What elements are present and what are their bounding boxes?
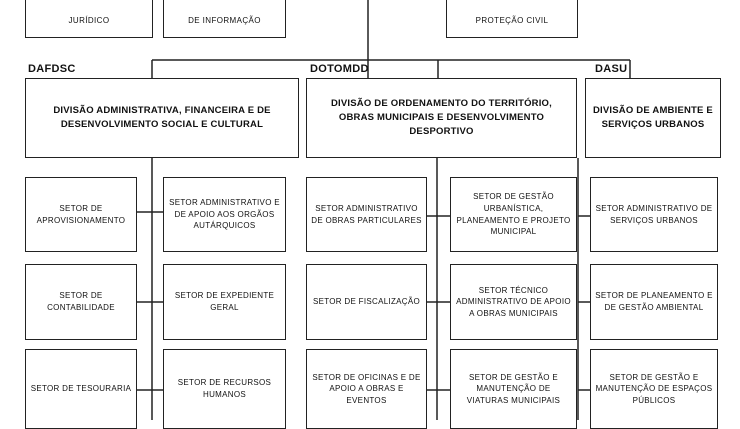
- top-unit-informacao: DE INFORMAÇÃO: [163, 0, 286, 38]
- dept-code-dasu: DASU: [595, 63, 628, 75]
- sector-tecnico-obras: SETOR TÉCNICO ADMINISTRATIVO DE APOIO A OBRAS MUNICIPAIS: [450, 264, 577, 340]
- sector-administrativo-orgaos: SETOR ADMINISTRATIVO E DE APOIO AOS ORGÃOS AUTÁRQUICOS: [163, 177, 286, 252]
- division-dafdsc: DIVISÃO ADMINISTRATIVA, FINANCEIRA E DE DESENVOLVIMENTO SOCIAL E CULTURAL: [25, 78, 299, 158]
- dept-code-dafdsc: DAFDSC: [28, 63, 76, 75]
- sector-contabilidade: SETOR DE CONTABILIDADE: [25, 264, 137, 340]
- division-dasu: DIVISÃO DE AMBIENTE E SERVIÇOS URBANOS: [585, 78, 721, 158]
- top-unit-protecao-civil: PROTEÇÃO CIVIL: [446, 0, 578, 38]
- sector-tesouraria: SETOR DE TESOURARIA: [25, 349, 137, 429]
- sector-gestao-urbanistica: SETOR DE GESTÃO URBANÍSTICA, PLANEAMENTO E PROJETO MUNICIPAL: [450, 177, 577, 252]
- sector-viaturas: SETOR DE GESTÃO E MANUTENÇÃO DE VIATURAS MUNICIPAIS: [450, 349, 577, 429]
- sector-servicos-urbanos: SETOR ADMINISTRATIVO DE SERVIÇOS URBANOS: [590, 177, 718, 252]
- sector-obras-particulares: SETOR ADMINISTRATIVO DE OBRAS PARTICULARES: [306, 177, 427, 252]
- sector-oficinas: SETOR DE OFICINAS E DE APOIO A OBRAS E EVENTOS: [306, 349, 427, 429]
- sector-aprovisionamento: SETOR DE APROVISIONAMENTO: [25, 177, 137, 252]
- sector-gestao-ambiental: SETOR DE PLANEAMENTO E DE GESTÃO AMBIENTAL: [590, 264, 718, 340]
- dept-code-dotomdd: DOTOMDD: [310, 63, 369, 75]
- sector-fiscalizacao: SETOR DE FISCALIZAÇÃO: [306, 264, 427, 340]
- top-unit-juridico: JURÍDICO: [25, 0, 153, 38]
- division-dotomdd: DIVISÃO DE ORDENAMENTO DO TERRITÓRIO, OBRAS MUNICIPAIS E DESENVOLVIMENTO DESPORTIVO: [306, 78, 577, 158]
- sector-recursos-humanos: SETOR DE RECURSOS HUMANOS: [163, 349, 286, 429]
- sector-espacos-publicos: SETOR DE GESTÃO E MANUTENÇÃO DE ESPAÇOS PÚBLICOS: [590, 349, 718, 429]
- sector-expediente-geral: SETOR DE EXPEDIENTE GERAL: [163, 264, 286, 340]
